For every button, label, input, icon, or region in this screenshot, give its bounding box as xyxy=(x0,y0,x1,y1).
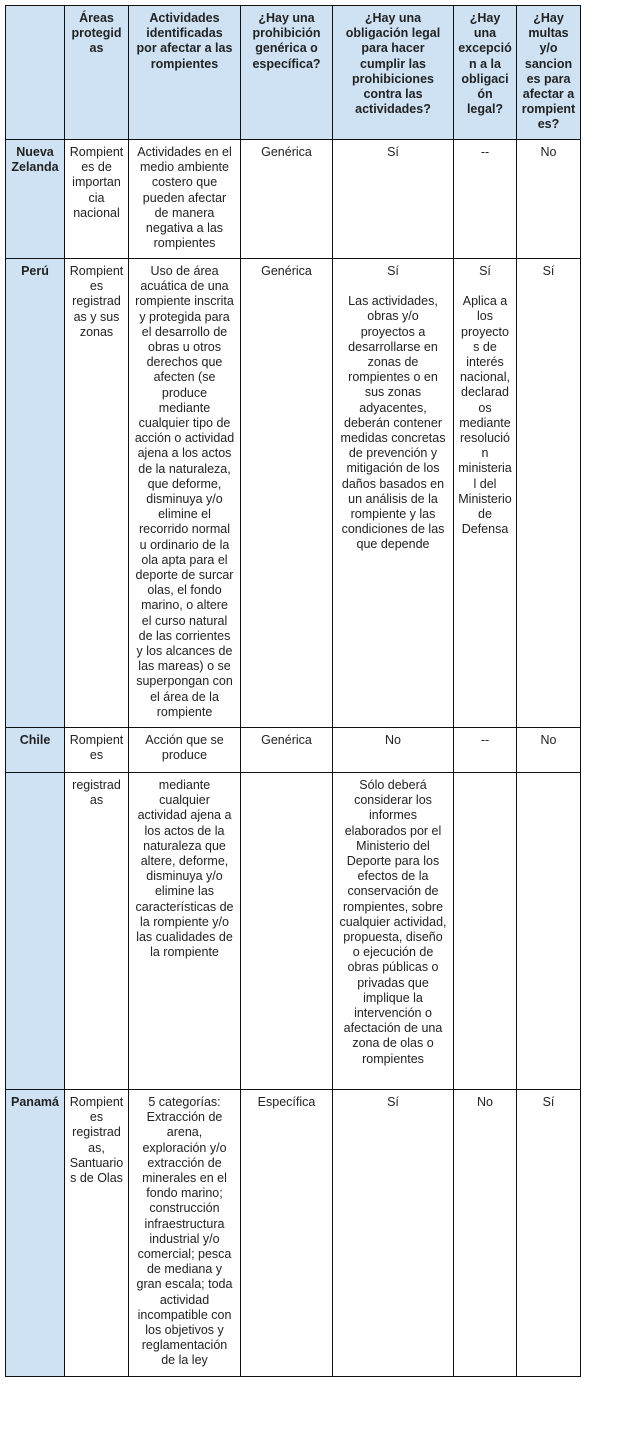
actividades-cell: Actividades en el medio ambiente costero que pueden afectar de manera negativa a las rompientes xyxy=(129,140,241,259)
obligacion-value: Sí xyxy=(387,1095,399,1109)
multas-cell: Sí xyxy=(517,259,581,728)
obligacion-cell xyxy=(333,773,454,1090)
areas-cell: Rompient es registrad as y sus zonas xyxy=(65,259,129,728)
actividades-cell: mediante cualquier actividad ajena a los actos de la naturaleza que altere, deforme, disminuya y/o elimine las características de la rompiente y/o las cualidades de la rompiente xyxy=(129,773,241,1090)
excepcion-value: -- xyxy=(480,733,490,747)
excepcion-value: Sí xyxy=(479,264,491,278)
header-prohibicion: ¿Hay una prohibición genérica o específica? xyxy=(241,6,333,140)
actividades-cell: Acción que se produce xyxy=(129,728,241,773)
excepcion-cell xyxy=(454,1090,517,1377)
excepcion-cell xyxy=(454,773,517,1090)
country-cell: Nueva Zelanda xyxy=(6,140,65,259)
obligacion-cell xyxy=(333,728,454,773)
comparison-table xyxy=(5,5,581,1377)
prohibicion-cell: Genérica xyxy=(241,728,333,773)
header-areas: Áreas protegid as xyxy=(65,6,129,140)
obligacion-value: Sí xyxy=(387,264,399,278)
areas-cell: Rompient es registrad as, Santuario s de Olas xyxy=(65,1090,129,1377)
country-cell xyxy=(6,773,65,1090)
table-row xyxy=(6,1090,581,1377)
header-obligacion: ¿Hay una obligación legal para hacer cumplir las prohibiciones contra las actividades? xyxy=(333,6,454,140)
prohibicion-cell xyxy=(241,773,333,1090)
multas-cell xyxy=(517,773,581,1090)
multas-cell: No xyxy=(517,140,581,259)
multas-cell: No xyxy=(517,728,581,773)
obligacion-cell xyxy=(333,1090,454,1377)
obligacion-cell xyxy=(333,140,454,259)
areas-cell: Rompient es de importan cia nacional xyxy=(65,140,129,259)
header-row xyxy=(6,6,581,140)
excepcion-cell xyxy=(454,140,517,259)
areas-cell: registrad as xyxy=(65,773,129,1090)
table-row xyxy=(6,728,581,773)
table-row xyxy=(6,259,581,728)
header-country xyxy=(6,6,65,140)
obligacion-cell xyxy=(333,259,454,728)
actividades-cell: Uso de área acuática de una rompiente inscrita y protegida para el desarrollo de obras u otros derechos que afecten (se produce mediante cualquier tipo de acción o actividad ajena a los actos de la naturaleza, que deforme, disminuya y/o elimine el recorrido normal u ordinario de la ola apta para el deporte de surcar olas, el fondo marino, o altere el curso natural de las corrientes y los alcances de las mareas) o se superpongan con el área de la rompiente xyxy=(129,259,241,728)
obligacion-value: Sí xyxy=(387,145,399,159)
obligacion-value: Sólo deberá considerar los informes elaborados por el Ministerio del Deporte para los efectos de la conservación de rompientes, sobre cualquier actividad, propuesta, diseño o ejecución de obras públicas o privadas que implique la intervención o afectación de una zona de olas o rompientes xyxy=(339,778,447,1066)
country-cell: Perú xyxy=(6,259,65,728)
header-actividades: Actividades identificadas por afectar a las rompientes xyxy=(129,6,241,140)
excepcion-value: No xyxy=(477,1095,493,1109)
excepcion-detail: Aplica a los proyecto s de interés nacional, declarad os mediante resolució n ministeria l del Ministerio de Defensa xyxy=(458,294,512,537)
multas-cell: Sí xyxy=(517,1090,581,1377)
areas-cell: Rompient es xyxy=(65,728,129,773)
excepcion-value: -- xyxy=(480,145,490,159)
header-excepcion: ¿Hay una excepció n a la obligaci ón legal? xyxy=(454,6,517,140)
country-cell: Panamá xyxy=(6,1090,65,1377)
prohibicion-cell: Genérica xyxy=(241,259,333,728)
excepcion-cell xyxy=(454,259,517,728)
actividades-cell: 5 categorías: Extracción de arena, exploración y/o extracción de minerales en el fondo marino; construcción infraestructura industrial y/o comercial; pesca de mediana y gran escala; toda actividad incompatible con los objetivos y reglamentación de la ley xyxy=(129,1090,241,1377)
country-cell: Chile xyxy=(6,728,65,773)
table-row xyxy=(6,140,581,259)
header-multas: ¿Hay multas y/o sancion es para afectar a rompient es? xyxy=(517,6,581,140)
table-row xyxy=(6,773,581,1090)
obligacion-detail: Las actividades, obras y/o proyectos a desarrollarse en zonas de rompientes o en sus zonas adyacentes, deberán contener medidas concretas de prevención y mitigación de los daños basados en un análisis de la rompiente y las condiciones de las que depende xyxy=(340,294,446,552)
obligacion-value: No xyxy=(385,733,401,747)
prohibicion-cell: Específica xyxy=(241,1090,333,1377)
excepcion-cell xyxy=(454,728,517,773)
prohibicion-cell: Genérica xyxy=(241,140,333,259)
